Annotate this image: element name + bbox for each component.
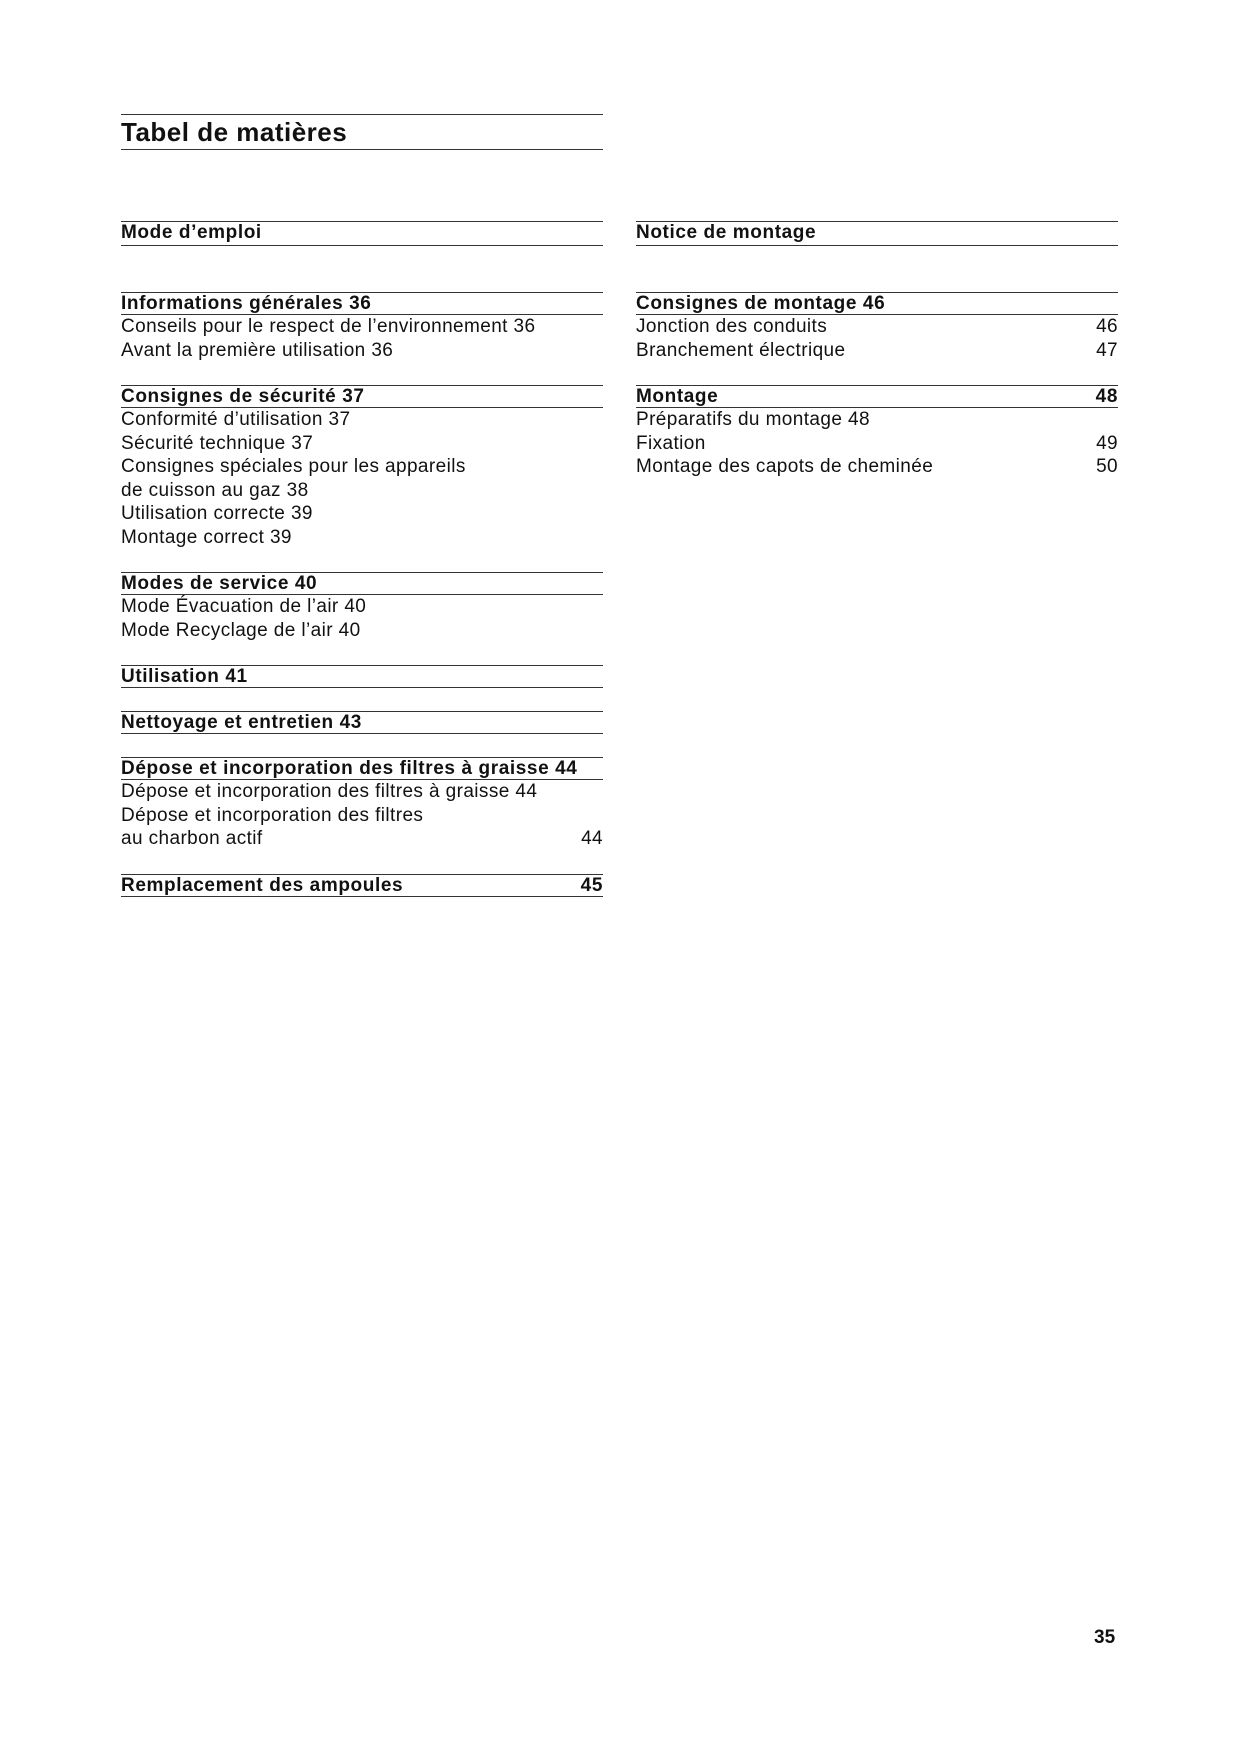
toc-entry-text: Dépose et incorporation des filtres	[121, 804, 424, 826]
toc-entry[interactable]	[121, 432, 603, 456]
section-heading-text: Consignes de sécurité 37	[121, 386, 365, 407]
toc-entry-page: 50	[1096, 456, 1118, 477]
toc-entry-text: Mode Recyclage de l’air 40	[121, 619, 361, 641]
section-heading-text: Utilisation 41	[121, 666, 248, 687]
toc-entry-page: 49	[1096, 432, 1118, 454]
toc-entry-page	[579, 619, 603, 643]
section-heading-page	[579, 573, 603, 594]
toc-entry-page	[579, 479, 603, 503]
toc-entry[interactable]	[636, 408, 1118, 432]
toc-entry-text: au charbon actif	[121, 828, 263, 849]
toc-section	[121, 385, 603, 549]
toc-entry-page: 44	[581, 828, 603, 849]
toc-entry-text: Mode Évacuation de l’air 40	[121, 596, 367, 617]
section-heading-page	[579, 386, 603, 407]
toc-entry-page: 46	[1096, 316, 1118, 337]
toc-entry-page	[1094, 408, 1118, 432]
section-heading-text: Dépose et incorporation des filtres à graisse 44	[121, 758, 578, 779]
section-heading-text: Informations générales 36	[121, 293, 372, 314]
toc-entry[interactable]	[121, 315, 603, 339]
section-heading[interactable]	[121, 665, 603, 688]
toc-section	[121, 665, 603, 688]
part-title-left: Mode d’emploi	[121, 221, 603, 246]
section-heading-page: 45	[580, 874, 603, 896]
toc-column-left	[121, 221, 603, 920]
toc-entry-text: Conseils pour le respect de l’environnement 36	[121, 316, 536, 337]
toc-entry[interactable]	[121, 408, 603, 432]
toc-entry[interactable]	[121, 827, 603, 851]
section-heading-text: Remplacement des ampoules	[121, 874, 404, 896]
toc-entry[interactable]	[121, 339, 603, 363]
toc-entry-text: Avant la première utilisation 36	[121, 339, 394, 361]
toc-section	[121, 572, 603, 642]
section-heading[interactable]	[636, 292, 1118, 315]
toc-entry-page	[579, 780, 603, 804]
toc-entry-page	[579, 315, 603, 339]
toc-entry-page	[579, 339, 603, 363]
section-heading-text: Montage	[636, 386, 719, 407]
toc-entry-text: Montage des capots de cheminée	[636, 456, 934, 477]
toc-section	[121, 292, 603, 362]
toc-entry-text: Préparatifs du montage 48	[636, 409, 870, 430]
section-heading[interactable]	[121, 874, 603, 897]
toc-entry-text: Montage correct 39	[121, 526, 292, 548]
part-title-right: Notice de montage	[636, 221, 1118, 246]
toc-entry-text: Utilisation correcte 39	[121, 503, 313, 524]
toc-entry-page: 47	[1096, 339, 1118, 361]
toc-section	[121, 874, 603, 897]
toc-entry-page	[579, 595, 603, 619]
toc-entry-page	[579, 455, 603, 479]
page-title: Tabel de matières	[121, 117, 348, 147]
toc-entry-text: Dépose et incorporation des filtres à graisse 44	[121, 781, 538, 802]
section-heading-text: Modes de service 40	[121, 573, 318, 594]
toc-entry[interactable]	[121, 595, 603, 619]
toc-column-right	[636, 221, 1118, 502]
section-heading[interactable]	[121, 385, 603, 408]
section-heading-page	[579, 758, 603, 779]
toc-entry-text: Conformité d’utilisation 37	[121, 409, 351, 430]
toc-section	[121, 711, 603, 734]
toc-entry[interactable]	[636, 339, 1118, 363]
toc-entry-text: Fixation	[636, 432, 706, 454]
toc-entry[interactable]	[121, 502, 603, 526]
toc-entry-text: Branchement électrique	[636, 339, 846, 361]
section-heading[interactable]	[636, 385, 1118, 408]
toc-entry[interactable]	[121, 479, 603, 503]
toc-entry[interactable]	[121, 780, 603, 804]
page-number: 35	[1094, 1627, 1116, 1648]
toc-entry[interactable]	[121, 455, 603, 479]
page-title-block	[121, 114, 603, 150]
section-heading-text: Nettoyage et entretien 43	[121, 712, 362, 733]
section-heading-page	[579, 293, 603, 314]
toc-section	[636, 385, 1118, 479]
toc-entry[interactable]	[636, 455, 1118, 479]
section-heading-text: Consignes de montage 46	[636, 293, 886, 314]
section-heading[interactable]	[121, 711, 603, 734]
section-heading-page	[579, 712, 603, 733]
toc-entry-page	[579, 502, 603, 526]
section-heading-page: 48	[1095, 386, 1118, 407]
toc-section	[121, 757, 603, 851]
toc-entry-page	[579, 526, 603, 550]
toc-entry[interactable]	[121, 526, 603, 550]
toc-entry-text: de cuisson au gaz 38	[121, 479, 309, 501]
toc-entry-page	[579, 408, 603, 432]
toc-entry[interactable]	[636, 432, 1118, 456]
toc-entry-text: Sécurité technique 37	[121, 432, 314, 454]
toc-entry-page	[579, 432, 603, 456]
toc-section	[636, 292, 1118, 362]
toc-entry[interactable]	[121, 804, 603, 828]
toc-entry-text: Consignes spéciales pour les appareils	[121, 456, 466, 477]
toc-entry-text: Jonction des conduits	[636, 316, 828, 337]
section-heading-page	[1094, 293, 1118, 314]
section-heading[interactable]	[121, 757, 603, 780]
toc-entry[interactable]	[636, 315, 1118, 339]
section-heading-page	[579, 666, 603, 687]
section-heading[interactable]	[121, 572, 603, 595]
toc-entry-page	[579, 804, 603, 828]
section-heading[interactable]	[121, 292, 603, 315]
toc-entry[interactable]	[121, 619, 603, 643]
